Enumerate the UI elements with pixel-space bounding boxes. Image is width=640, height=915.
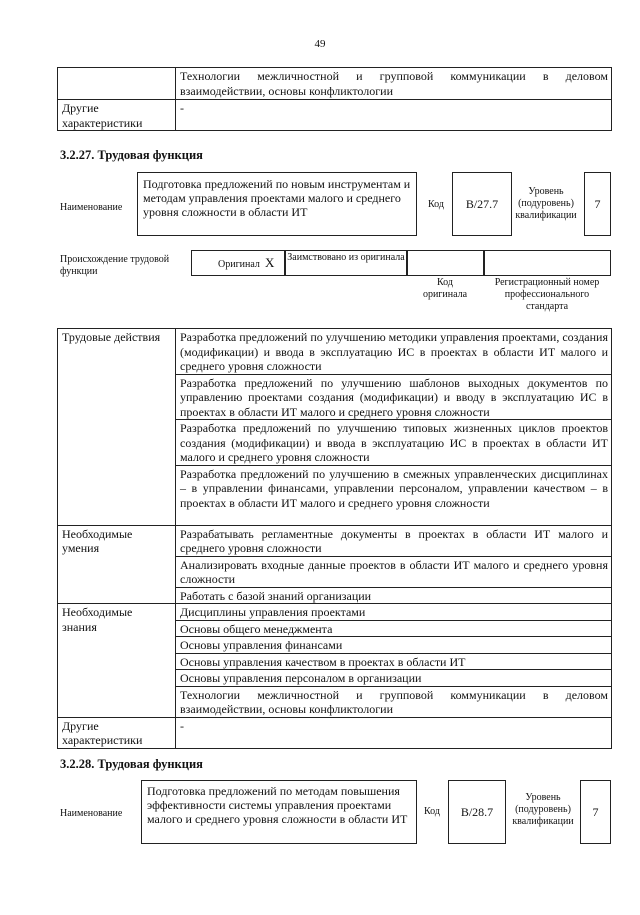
table-cell: Разрабатывать регламентные документы в проектах в области ИТ малого и среднего уровня сложности [176,525,612,556]
table-cell: Основы управления качеством в проектах в области ИТ [176,653,612,670]
group-label: Необходимые знания [58,604,176,718]
level-box [580,780,611,844]
origin-label: Происхождение трудовой функции [60,254,170,277]
row-value: Технологии межличностной и групповой коммуникации в деловом взаимодействии, основы конфликтологии [176,68,612,100]
table-cell: Разработка предложений по улучшению шаблонов выходных документов по управлению проектами создания (модификации) и вводу в эксплуатацию ИС в проектах в области ИТ малого и среднего уровня сложности [176,374,612,420]
original-mark: X [265,255,275,270]
code-original-caption: Код оригинала [422,277,468,300]
function-name: Подготовка предложений по новым инструментам и методам управления проектами малого и среднего уровня сложности в области ИТ [143,177,411,219]
table-row [58,68,612,100]
group-label: Трудовые действия [58,329,176,526]
origin-code-box [407,250,484,276]
name-label: Наименование [60,202,123,213]
table-cell: Основы управления персоналом в организации [176,670,612,687]
section-heading: 3.2.27. Трудовая функция [60,148,203,162]
section-heading: 3.2.28. Трудовая функция [60,757,203,771]
table-row [58,717,612,748]
row-label: Другие характеристики [58,100,176,131]
function-name-box [137,172,417,236]
table-row [58,604,612,621]
code-value: B/28.7 [460,805,494,819]
group-label: Другие характеристики [58,717,176,748]
code-label: Код [424,806,440,817]
table-row [58,525,612,556]
page-number: 49 [314,38,326,50]
table-cell: Технологии межличностной и групповой коммуникации в деловом взаимодействии, основы конфликтологии [176,686,612,717]
group-label: Необходимые умения [58,525,176,604]
row-label [58,68,176,100]
code-box [448,780,506,844]
code-label: Код [428,199,444,210]
reg-number-caption: Регистрационный номер профессионального стандарта [494,277,600,312]
function-details-table [57,328,612,749]
table-cell: Дисциплины управления проектами [176,604,612,621]
borrowed-label: Заимствовано из оригинала [287,252,405,263]
table-row [58,329,612,375]
table-cell: Анализировать входные данные проектов в области ИТ малого и среднего уровня сложности [176,556,612,587]
table-cell: Основы общего менеджмента [176,620,612,637]
table-row [58,100,612,131]
top-continuation-table [57,67,612,131]
code-box [452,172,512,236]
original-label: Оригинал [218,259,260,270]
table-cell: Разработка предложений по улучшению методики управления проектами, создания (модификации) и ввода в эксплуатацию ИС в проектах в области ИТ малого и среднего уровня сложности [176,329,612,375]
origin-reg-box [484,250,611,276]
origin-original-box [191,250,285,276]
code-value: B/27.7 [465,197,499,211]
level-box [584,172,611,236]
row-value: - [176,100,612,131]
level-value: 7 [592,805,599,819]
table-cell: Работать с базой знаний организации [176,587,612,604]
level-label: Уровень (подуровень) квалификации [515,186,577,221]
table-cell: - [176,717,612,748]
table-cell: Основы управления финансами [176,637,612,654]
function-name: Подготовка предложений по методам повышения эффективности системы управления проектами малого и среднего уровня сложности в области ИТ [147,784,408,826]
name-label: Наименование [60,808,123,819]
origin-borrowed-box [285,250,407,276]
table-cell: Разработка предложений по улучшению в смежных управленческих дисциплинах – в управлении финансами, управлении персоналом, управлении качеством – в проектах в области ИТ малого и среднего уровня сложности [176,465,612,525]
function-name-box [141,780,417,844]
level-label: Уровень (подуровень) квалификации [512,792,574,827]
level-value: 7 [594,197,601,211]
table-cell: Разработка предложений по улучшению типовых жизненных циклов проектов создания (модификации) и ввода в эксплуатацию ИС в проектах в области ИТ малого и среднего уровня сложности [176,420,612,466]
